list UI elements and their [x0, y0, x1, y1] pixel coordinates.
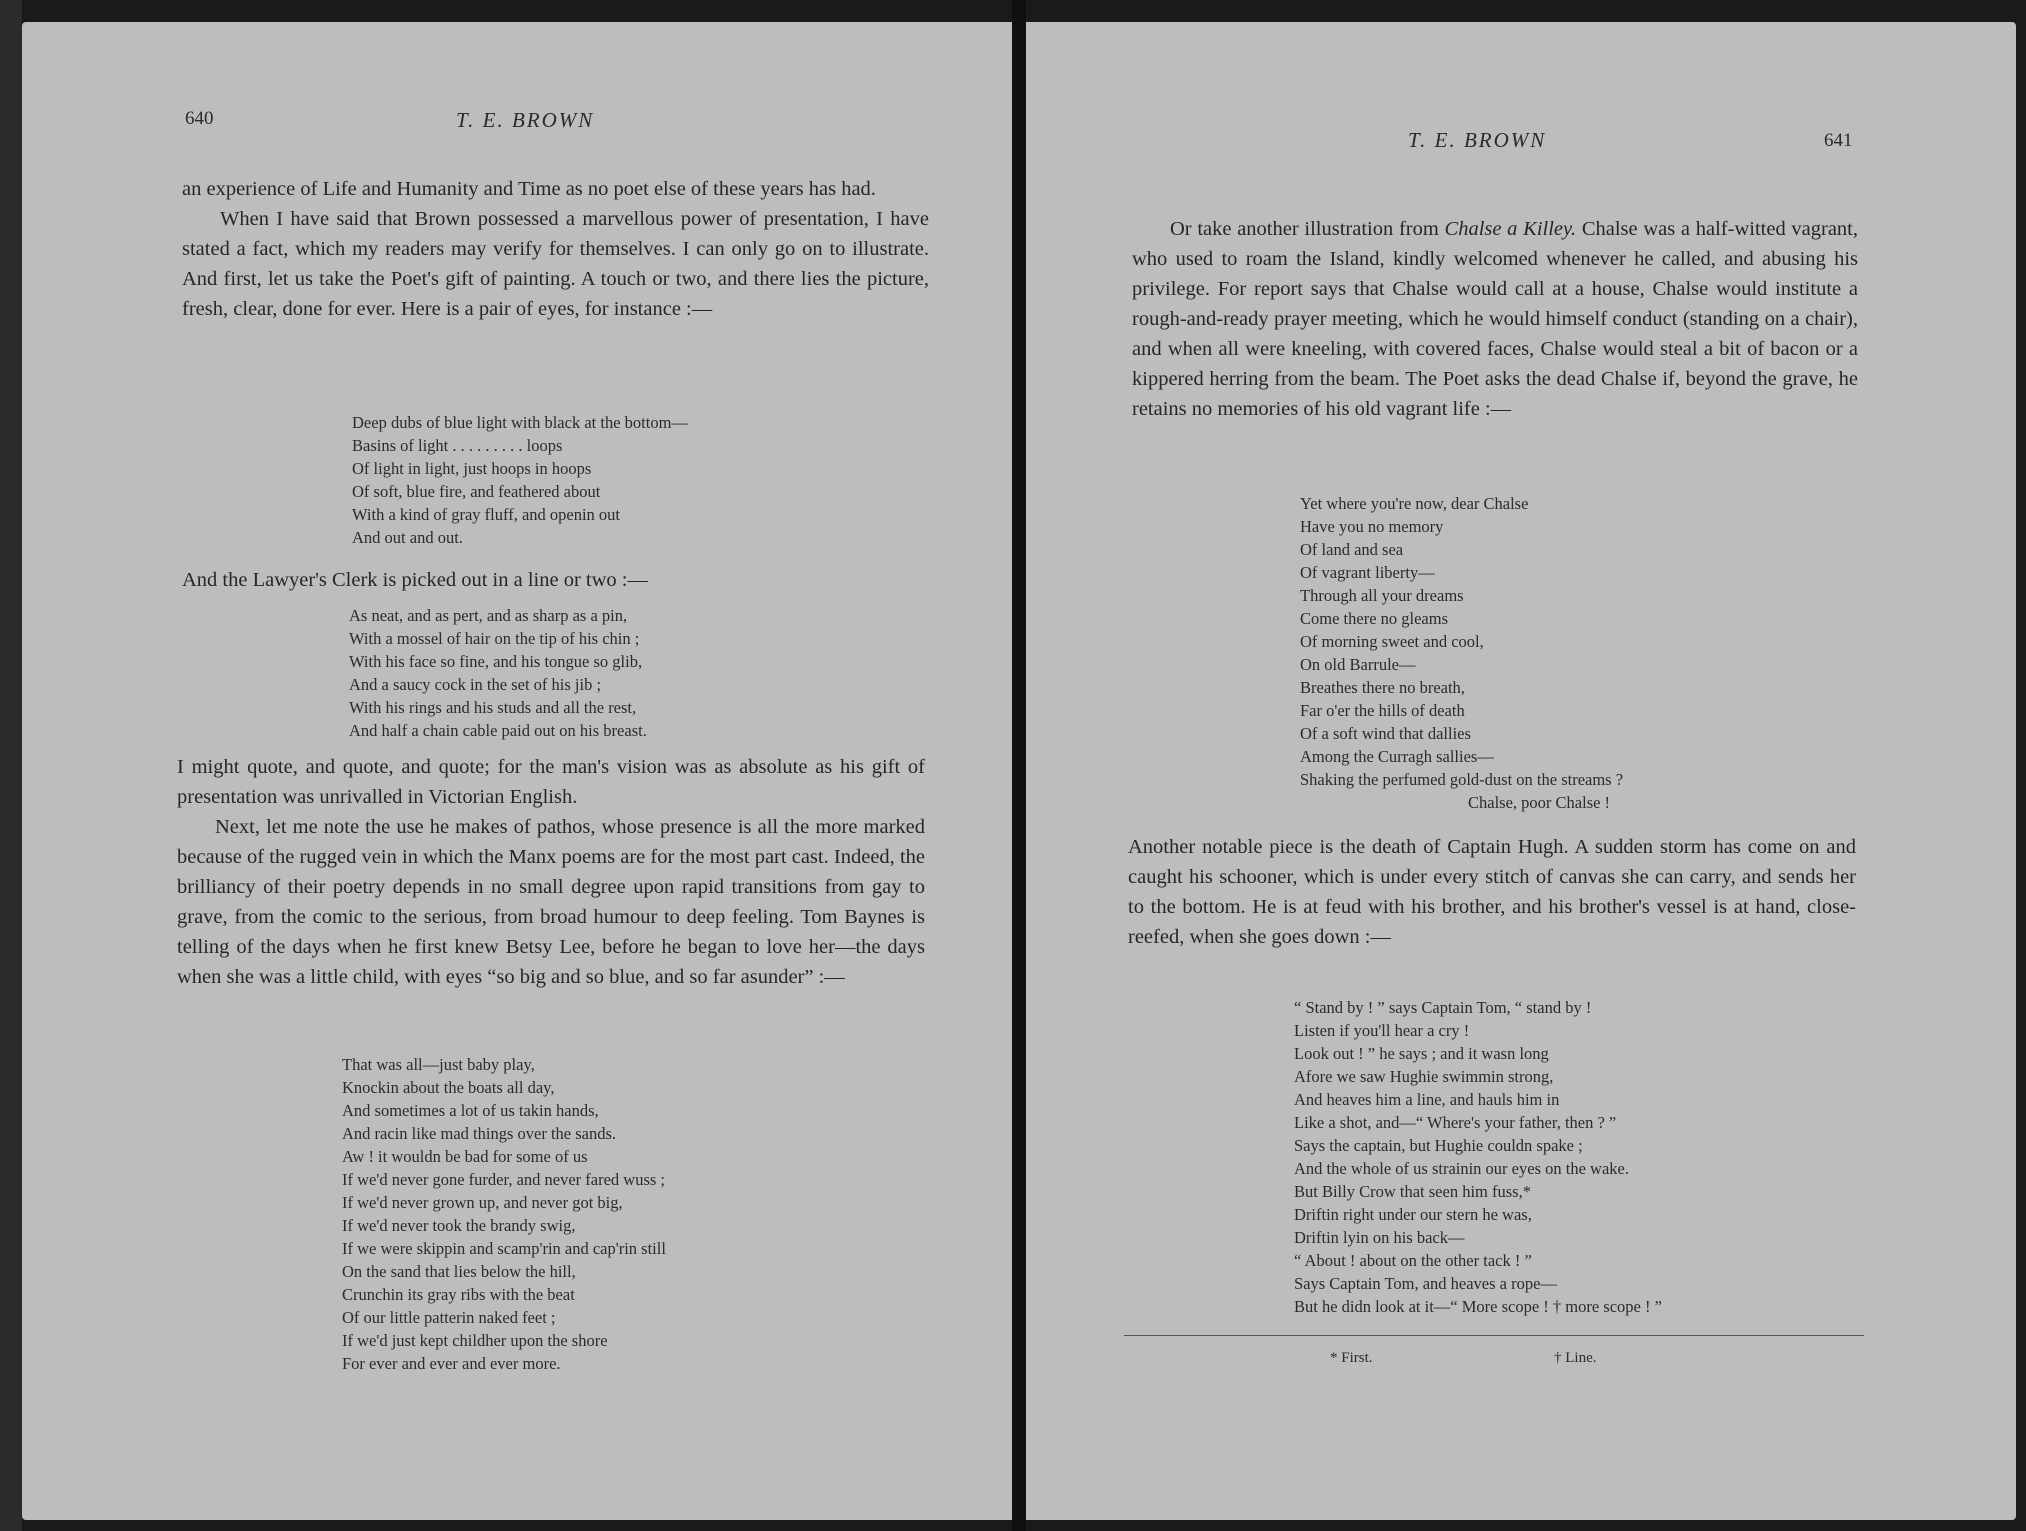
paragraph: Next, let me note the use he makes of pathos, whose presence is all the more marked because of the rugged vein in which the Manx poems are for the most part cast. Indeed, the brilliancy of their poetry depends in no small degree upon rapid transitions from gay to grave, from the comic to the serious, from broad humour to deep feeling. Tom Baynes is telling of the days when he first knew Betsy Lee, before he began to love her—the days when she was a little child, with eyes “so big and so blue, and so far asunder” :—	[177, 816, 925, 988]
verse-line: With his rings and his studs and all the rest,	[349, 698, 637, 717]
running-head: T. E. BROWN	[456, 108, 595, 132]
footnote-rule	[1124, 1335, 1864, 1336]
verse-line: If we'd never gone furder, and never fared wuss ;	[342, 1170, 666, 1189]
verse-line: As neat, and as pert, and as sharp as a pin,	[349, 606, 628, 625]
verse-captain	[1294, 996, 1662, 1318]
paragraph	[1132, 214, 1858, 424]
book-spine	[1012, 0, 1026, 1531]
paragraph: And the Lawyer's Clerk is picked out in a line or two :—	[182, 569, 648, 591]
verse-betsy	[342, 1053, 666, 1375]
left-edge-shadow	[0, 0, 22, 1531]
verse-line: And half a chain cable paid out on his breast.	[349, 721, 647, 740]
paragraph: When I have said that Brown possessed a marvellous power of presentation, I have stated a fact, which my readers may verify for themselves. I can only go on to illustrate. And first, let us take the Poet's gift of painting. A touch or two, and there lies the picture, fresh, clear, done for ever. Here is a pair of eyes, for instance :—	[182, 208, 929, 320]
verse-line: But Billy Crow that seen him fuss,*	[1294, 1182, 1531, 1201]
paragraph-lead: Or take another illustration from	[1170, 218, 1445, 240]
verse-line: Afore we saw Hughie swimmin strong,	[1294, 1067, 1554, 1086]
verse-line: Listen if you'll hear a cry !	[1294, 1021, 1470, 1040]
page-number: 640	[185, 108, 214, 129]
page-number: 641	[1824, 130, 1853, 151]
verse-line: If we'd never took the brandy swig,	[342, 1216, 576, 1235]
verse-line: Aw ! it wouldn be bad for some of us	[342, 1147, 588, 1166]
verse-line: And a saucy cock in the set of his jib ;	[349, 675, 602, 694]
verse-line: Of morning sweet and cool,	[1300, 632, 1484, 651]
verse-line: And out and out.	[352, 528, 463, 547]
verse-line: Have you no memory	[1300, 517, 1444, 536]
left-page	[22, 22, 1012, 1520]
verse-line: Look out ! ” he says ; and it wasn long	[1294, 1044, 1549, 1063]
verse-line: Breathes there no breath,	[1300, 678, 1465, 697]
verse-line: If we'd just kept childher upon the shore	[342, 1331, 608, 1350]
verse-line: Crunchin its gray ribs with the beat	[342, 1285, 575, 1304]
body-text-top	[182, 174, 929, 324]
verse-line: Of our little patterin naked feet ;	[342, 1308, 556, 1327]
verse-eyes	[352, 411, 688, 549]
verse-line: Driftin right under our stern he was,	[1294, 1205, 1532, 1224]
footnote: † Line.	[1554, 1350, 1597, 1366]
body-text-chalse	[1132, 214, 1858, 424]
verse-line: “ Stand by ! ” says Captain Tom, “ stand by !	[1294, 998, 1592, 1017]
verse-line: Of soft, blue fire, and feathered about	[352, 482, 601, 501]
verse-line: Of light in light, just hoops in hoops	[352, 459, 592, 478]
verse-line: Says Captain Tom, and heaves a rope—	[1294, 1274, 1557, 1293]
verse-line: And heaves him a line, and hauls him in	[1294, 1090, 1560, 1109]
verse-line: Says the captain, but Hughie couldn spake ;	[1294, 1136, 1583, 1155]
verse-line: With his face so fine, and his tongue so glib,	[349, 652, 643, 671]
verse-line: And the whole of us strainin our eyes on the wake.	[1294, 1159, 1629, 1178]
verse-line: Knockin about the boats all day,	[342, 1078, 555, 1097]
verse-line: Of land and sea	[1300, 540, 1404, 559]
verse-line: That was all—just baby play,	[342, 1055, 535, 1074]
verse-line: But he didn look at it—“ More scope ! † more scope ! ”	[1294, 1297, 1662, 1316]
verse-line: Deep dubs of blue light with black at the bottom—	[352, 413, 688, 432]
paragraph: an experience of Life and Humanity and Time as no poet else of these years has had.	[182, 178, 876, 200]
verse-line: And sometimes a lot of us takin hands,	[342, 1101, 599, 1120]
verse-line: Chalse, poor Chalse !	[1468, 793, 1611, 812]
verse-line: Come there no gleams	[1300, 609, 1449, 628]
verse-line: Of vagrant liberty—	[1300, 563, 1435, 582]
verse-line: Through all your dreams	[1300, 586, 1464, 605]
verse-line: Far o'er the hills of death	[1300, 701, 1465, 720]
verse-line: If we'd never grown up, and never got big,	[342, 1193, 623, 1212]
verse-line: With a mossel of hair on the tip of his chin ;	[349, 629, 640, 648]
verse-line: And racin like mad things over the sands.	[342, 1124, 617, 1143]
footnote: * First.	[1330, 1350, 1373, 1366]
verse-line: With a kind of gray fluff, and openin out	[352, 505, 621, 524]
verse-line: Shaking the perfumed gold-dust on the streams ?	[1300, 770, 1624, 789]
paragraph: Another notable piece is the death of Captain Hugh. A sudden storm has come on and caught his schooner, which is under every stitch of canvas she can carry, and sends her to the bottom. He is at feud with his brother, and his brother's vessel is at hand, close-reefed, when she goes down :—	[1128, 836, 1856, 948]
body-text-clerk	[182, 565, 929, 595]
verse-line: Driftin lyin on his back—	[1294, 1228, 1465, 1247]
verse-line: For ever and ever and ever more.	[342, 1354, 561, 1373]
verse-line: Like a shot, and—“ Where's your father, then ? ”	[1294, 1113, 1617, 1132]
paragraph-body: Chalse was a half-witted vagrant, who used to roam the Island, kindly welcomed whenever he called, and abusing his privilege. For report says that Chalse would call at a house, Chalse would institute a rough-and-ready prayer meeting, which he would himself conduct (standing on a chair), and when all were kneeling, with covered faces, Chalse would steal a bit of bacon or a kippered herring from the beam. The Poet asks the dead Chalse if, beyond the grave, he retains no memories of his old vagrant life :—	[1132, 218, 1859, 420]
body-text-middle	[177, 752, 925, 992]
verse-line: “ About ! about on the other tack ! ”	[1294, 1251, 1532, 1270]
verse-clerk	[349, 604, 647, 742]
verse-line: On old Barrule—	[1300, 655, 1416, 674]
body-text-hugh	[1128, 832, 1856, 952]
verse-line: On the sand that lies below the hill,	[342, 1262, 576, 1281]
right-page	[1026, 22, 2016, 1520]
verse-line: If we were skippin and scamp'rin and cap'rin still	[342, 1239, 666, 1258]
verse-chalse	[1300, 492, 1623, 814]
verse-line: Among the Curragh sallies—	[1300, 747, 1494, 766]
verse-line: Basins of light . . . . . . . . . loops	[352, 436, 563, 455]
paragraph: I might quote, and quote, and quote; for the man's vision was as absolute as his gift of presentation was unrivalled in Victorian English.	[177, 756, 925, 808]
verse-line: Yet where you're now, dear Chalse	[1300, 494, 1529, 513]
verse-line: Of a soft wind that dallies	[1300, 724, 1471, 743]
poem-title: Chalse a Killey.	[1444, 218, 1577, 240]
running-head: T. E. BROWN	[1408, 128, 1547, 152]
